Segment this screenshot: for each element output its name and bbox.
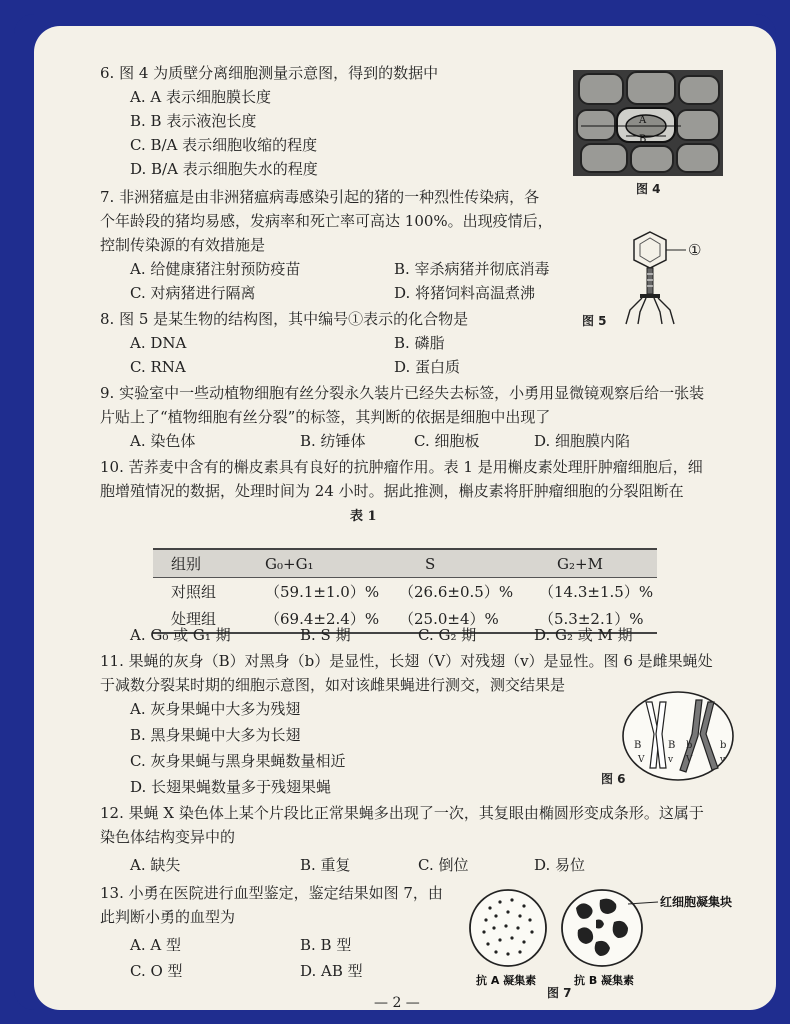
- figure-5-caption: 图 5: [582, 314, 607, 328]
- fig6-label: b: [720, 740, 727, 751]
- page-frame: [14, 14, 776, 1010]
- figure-6-caption: 图 6: [601, 772, 626, 786]
- q6-option-a: A. A 表示细胞膜长度: [130, 88, 271, 106]
- table-header-cell: G₀+G₁: [265, 549, 385, 578]
- q6-option-c: C. B/A 表示细胞收缩的程度: [130, 136, 318, 154]
- table-header-cell: G₂+M: [539, 549, 657, 578]
- q12-option-b: B. 重复: [300, 856, 351, 874]
- q8-stem: 8. 图 5 是某生物的结构图，其中编号①表示的化合物是: [100, 310, 469, 328]
- anti-b-label: 抗 B 凝集素: [574, 974, 635, 987]
- figure-5-marker: ①: [688, 241, 702, 259]
- fig6-label: b: [686, 740, 693, 751]
- q13-option-b: B. B 型: [300, 936, 352, 954]
- fig6-label: B: [634, 740, 642, 751]
- figure-7-caption: 图 7: [547, 986, 572, 1000]
- q11-option-c: C. 灰身果蝇与黑身果蝇数量相近: [130, 752, 346, 770]
- table-cell: （5.3±2.1）%: [539, 605, 657, 633]
- q6-stem: 6. 图 4 为质壁分离细胞测量示意图，得到的数据中: [100, 64, 439, 82]
- table-1: [153, 548, 657, 634]
- q10-option-d: D. G₂ 或 M 期: [534, 626, 633, 644]
- page-number: — 2 —: [374, 995, 420, 1010]
- figure-5-bacteriophage: [618, 230, 718, 326]
- q12-option-a: A. 缺失: [130, 856, 181, 874]
- fig6-label: v: [668, 755, 674, 765]
- q6-option-b: B. B 表示液泡长度: [130, 112, 257, 130]
- table-1-title: 表 1: [350, 509, 377, 524]
- figure-7-blood-test: [466, 878, 756, 996]
- table-cell: 处理组: [153, 605, 265, 633]
- q11-stem-line-2: 于减数分裂某时期的细胞示意图，如对该雌果蝇进行测交，测交结果是: [100, 676, 566, 694]
- q7-stem-line-3: 控制传染源的有效措施是: [100, 236, 266, 254]
- q9-option-c: C. 细胞板: [414, 432, 480, 450]
- q10-option-c: C. G₂ 期: [418, 626, 477, 644]
- fig6-label: v: [720, 755, 726, 765]
- q7-option-c: C. 对病猪进行隔离: [130, 284, 256, 302]
- table-cell: （59.1±1.0）%: [265, 583, 380, 601]
- q8-option-d: D. 蛋白质: [394, 358, 461, 376]
- q11-stem-line-1: 11. 果蝇的灰身（B）对黑身（b）是显性，长翅（V）对残翅（v）是显性。图 6 是雌果蝇处: [100, 652, 713, 670]
- table-header-cell: S: [385, 549, 539, 578]
- q13-option-a: A. A 型: [130, 936, 181, 954]
- exam-page: [34, 26, 776, 1010]
- fig6-label: V: [686, 755, 693, 765]
- clump-label: 红细胞凝集块: [660, 895, 733, 909]
- q13-option-c: C. O 型: [130, 962, 183, 980]
- fig6-label: B: [668, 740, 676, 751]
- q9-option-b: B. 纺锤体: [300, 432, 366, 450]
- q10-stem-line-1: 10. 苦荞麦中含有的槲皮素具有良好的抗肿瘤作用。表 1 是用槲皮素处理肝肿瘤细胞后，细: [100, 458, 703, 476]
- figure-4-caption: 图 4: [636, 182, 661, 196]
- q8-option-a: A. DNA: [130, 334, 187, 352]
- anti-a-label: 抗 A 凝集素: [476, 974, 537, 987]
- figure-4-label-a: A: [639, 115, 647, 126]
- table-header-row: [153, 549, 657, 578]
- table-row: [153, 578, 657, 606]
- q9-stem-line-2: 片贴上了“植物细胞有丝分裂”的标签，其判断的依据是细胞中出现了: [100, 408, 551, 426]
- figure-4-label-b: B: [639, 134, 647, 145]
- table-cell: 对照组: [171, 583, 217, 601]
- figure-6-cell: [620, 690, 736, 782]
- table-cell: （26.6±0.5）%: [399, 583, 514, 601]
- q13-stem-line-2: 此判断小勇的血型为: [100, 908, 236, 926]
- q13-stem-line-1: 13. 小勇在医院进行血型鉴定，鉴定结果如图 7，由: [100, 884, 443, 902]
- table-cell: （14.3±1.5）%: [539, 583, 654, 601]
- figure-4-image: [573, 70, 723, 176]
- q10-stem-line-2: 胞增殖情况的数据，处理时间为 24 小时。据此推测，槲皮素将肝肿瘤细胞的分裂阻断在: [100, 482, 684, 500]
- q12-option-c: C. 倒位: [418, 856, 469, 874]
- q7-option-a: A. 给健康猪注射预防疫苗: [130, 260, 301, 278]
- q12-option-d: D. 易位: [534, 856, 586, 874]
- q7-stem-line-1: 7. 非洲猪瘟是由非洲猪瘟病毒感染引起的猪的一种烈性传染病，各: [100, 188, 540, 206]
- q8-option-c: C. RNA: [130, 358, 186, 376]
- q7-stem-line-2: 个年龄段的猪均易感，发病率和死亡率可高达 100%。出现疫情后，: [100, 212, 553, 230]
- q9-stem-line-1: 9. 实验室中一些动植物细胞有丝分裂永久装片已经失去标签，小勇用显微镜观察后给一张装: [100, 384, 705, 402]
- q12-stem-line-1: 12. 果蝇 X 染色体上某个片段比正常果蝇多出现了一次，其复眼由椭圆形变成条形。这属于: [100, 804, 704, 822]
- table-header-cell: 组别: [153, 549, 265, 578]
- fig6-label: V: [638, 755, 645, 765]
- table-cell: （69.4±2.4）%: [265, 605, 385, 633]
- q6-option-d: D. B/A 表示细胞失水的程度: [130, 160, 318, 178]
- q12-stem-line-2: 染色体结构变异中的: [100, 828, 236, 846]
- q11-option-a: A. 灰身果蝇中大多为残翅: [130, 700, 301, 718]
- q7-option-b: B. 宰杀病猪并彻底消毒: [394, 260, 550, 278]
- q8-option-b: B. 磷脂: [394, 334, 445, 352]
- q11-option-d: D. 长翅果蝇数量多于残翅果蝇: [130, 778, 332, 796]
- q9-option-d: D. 细胞膜内陷: [534, 432, 631, 450]
- q11-option-b: B. 黑身果蝇中大多为长翅: [130, 726, 301, 744]
- q10-option-b: B. S 期: [300, 626, 351, 644]
- q9-option-a: A. 染色体: [130, 432, 196, 450]
- table-cell: （25.0±4）%: [385, 605, 539, 633]
- q7-option-d: D. 将猪饲料高温煮沸: [394, 284, 536, 302]
- q10-option-a: A. G₀ 或 G₁ 期: [130, 626, 231, 644]
- q13-option-d: D. AB 型: [300, 962, 363, 980]
